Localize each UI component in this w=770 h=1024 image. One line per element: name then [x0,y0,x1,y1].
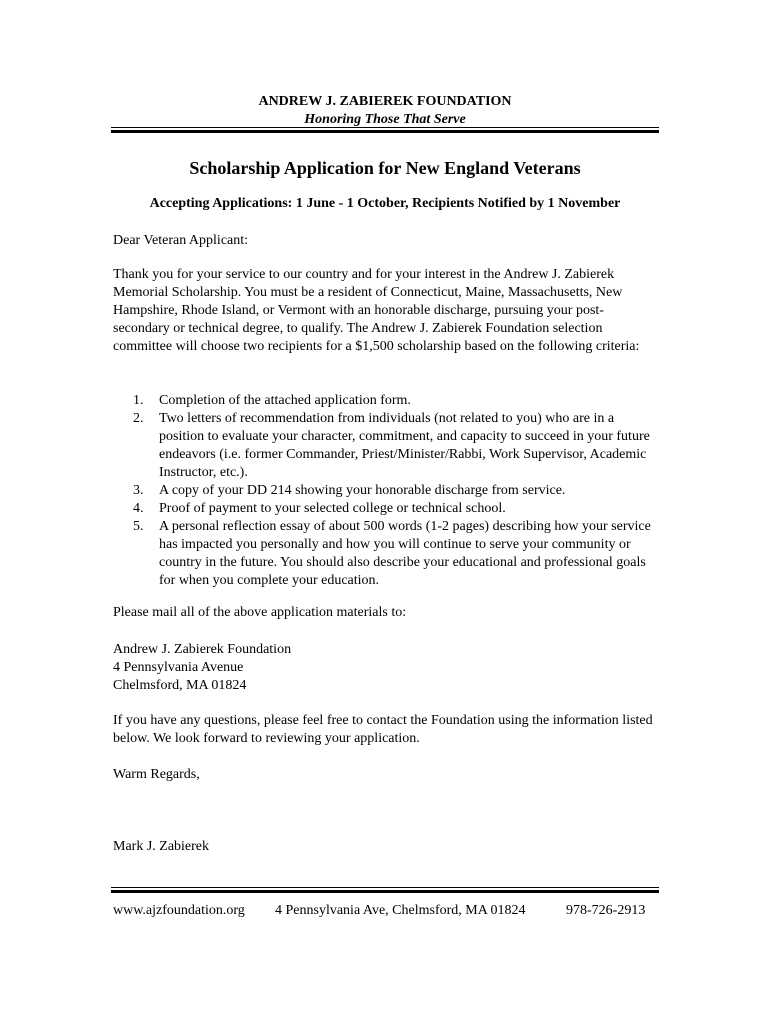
criteria-number: 4. [133,501,144,516]
signer-name: Mark J. Zabierek [113,839,210,854]
criteria-number: 1. [133,393,144,408]
footer-website-link[interactable]: www.ajzfoundation.org [113,903,245,918]
criteria-item [113,500,658,518]
criteria-number: 2. [133,411,144,426]
criteria-number: 5. [133,519,144,534]
criteria-text: A copy of your DD 214 showing your honorable discharge from service. [159,483,566,498]
document-title: Scholarship Application for New England Veterans [189,158,581,178]
mail-instructions [113,604,658,622]
questions-paragraph [113,712,658,748]
footer-divider [111,887,659,893]
signature-name [113,838,658,856]
criteria-list [113,392,658,590]
criteria-item [113,518,658,590]
criteria-item [113,392,658,410]
criteria-text: A personal reflection essay of about 500 words (1-2 pages) describing how your service has impacted you personally and how you will continue to serve your community or country in the future. You should also describe your educational and professional goals for when you complete your education. [159,519,651,588]
questions-text: If you have any questions, please feel free to contact the Foundation using the information listed below. We look forward to reviewing your application. [113,713,653,746]
address-line-3: Chelmsford, MA 01824 [113,678,247,693]
organization-name: ANDREW J. ZABIEREK FOUNDATION [258,94,512,109]
criteria-number: 3. [133,483,144,498]
criteria-text: Completion of the attached application form. [159,393,411,408]
address-line-1: Andrew J. Zabierek Foundation [113,642,292,657]
mailing-address [113,641,658,695]
application-dates: Accepting Applications: 1 June - 1 October, Recipients Notified by 1 November [149,196,621,211]
intro-text: Thank you for your service to our country and for your interest in the Andrew J. Zabierek Memorial Scholarship. You must be a resident of Connecticut, Maine, Massachusetts, New Hampshire, Rhode Island, or Vermont with an honorable discharge, pursuing your post-secondary or technical degree, to qualify. The Andrew J. Zabierek Foundation selection committee will choose two recipients for a $1,500 scholarship based on the following criteria: [113,267,640,354]
address-line-2: 4 Pennsylvania Avenue [113,660,244,675]
footer-phone: 978-726-2913 [566,903,646,918]
footer-address: 4 Pennsylvania Ave, Chelmsford, MA 01824 [275,903,526,918]
mail-instructions-text: Please mail all of the above application materials to: [113,605,407,620]
greeting [113,232,658,250]
criteria-text: Proof of payment to your selected college or technical school. [159,501,506,516]
criteria-item [113,482,658,500]
criteria-text: Two letters of recommendation from individuals (not related to you) who are in a position to evaluate your character, commitment, and capacity to succeed in your future endeavors (i.e. former Commander, Priest/Minister/Rabbi, Work Supervisor, Academic Instructor, etc.). [159,411,650,480]
closing-text: Warm Regards, [113,767,200,782]
organization-tagline: Honoring Those That Serve [304,112,466,127]
criteria-item [113,410,658,482]
header-divider [111,127,659,133]
closing [113,766,658,784]
greeting-text: Dear Veteran Applicant: [113,233,249,248]
intro-paragraph [113,266,658,356]
